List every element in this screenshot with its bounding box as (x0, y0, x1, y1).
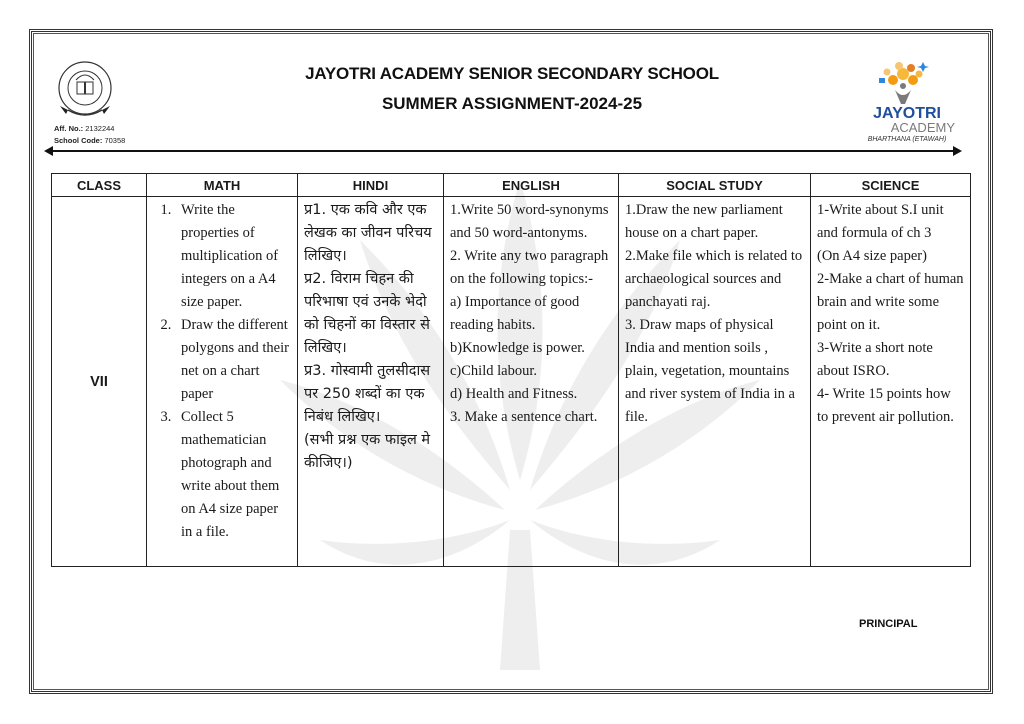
english-cell (444, 197, 619, 567)
header-science: SCIENCE (811, 174, 971, 197)
english-topic: a) Importance of good reading habits. (450, 294, 580, 333)
social-study-task: 3. Draw maps of physical India and mention soils , plain, vegetation, mountains and river system of India in a file. (625, 317, 795, 425)
class-cell: VII (52, 197, 147, 567)
school-location: BHARTHANA (ETAWAH) (867, 136, 947, 143)
aff-label: Aff. No.: (54, 124, 84, 133)
social-study-task: 1.Draw the new parliament house on a chart paper. (625, 202, 783, 241)
header-class: CLASS (52, 174, 147, 197)
table-header-row (52, 174, 971, 197)
assignment-title: SUMMER ASSIGNMENT-2024-25 (381, 94, 643, 113)
hindi-task: प्र2. विराम चिहन की परिभाषा एवं उनके भेदो को चिहनों का विस्तार से लिखिए। (304, 271, 430, 356)
header-math: MATH (147, 174, 298, 197)
school-name-heading: JAYOTRI ACADEMY SENIOR SECONDARY SCHOOL (305, 64, 719, 83)
english-task: 3. Make a sentence chart. (450, 409, 598, 425)
school-code-number: 70358 (104, 136, 126, 145)
math-cell (147, 197, 298, 567)
science-note: (On A4 size paper) (817, 248, 927, 264)
science-cell (811, 197, 971, 567)
school-code-label: School Code: (54, 136, 103, 145)
principal-signature-label: PRINCIPAL (859, 618, 918, 630)
hindi-task: प्र1. एक कवि और एक लेखक का जीवन परिचय लिखिए। (304, 202, 432, 264)
header-social-study: SOCIAL STUDY (619, 174, 811, 197)
logo-name-line1: JAYOTRI (873, 105, 941, 122)
arrow-left-icon (44, 146, 53, 156)
table-row (52, 197, 971, 567)
science-task: 2-Make a chart of human brain and write some point on it. (817, 271, 964, 333)
math-task: 2. Draw the different polygons and their net on a chart paper (175, 314, 291, 406)
english-topic: b)Knowledge is power. (450, 340, 585, 356)
arrow-right-icon (953, 146, 962, 156)
header-english: ENGLISH (444, 174, 619, 197)
hindi-task: प्र3. गोस्वामी तुलसीदास पर 250 शब्दों का एक निबंध लिखिए। (304, 363, 431, 425)
science-task: 3-Write a short note about ISRO. (817, 340, 933, 379)
assignment-table (51, 173, 971, 567)
hindi-note: (सभी प्रश्न एक फाइल मे कीजिए।) (304, 432, 431, 471)
aff-number: 2132244 (85, 124, 115, 133)
science-task: 1-Write about S.I unit and formula of ch 3 (817, 202, 944, 241)
jayotri-academy-logo-icon (855, 52, 965, 142)
english-task: 2. Write any two paragraph on the following topics:- (450, 248, 609, 287)
header-divider (48, 150, 958, 152)
science-task: 4- Write 15 points how to prevent air pollution. (817, 386, 954, 425)
math-task: 1. Write the properties of multiplication of integers on a A4 size paper. (175, 199, 291, 314)
english-task: 1.Write 50 word-synonyms and 50 word-antonyms. (450, 202, 609, 241)
english-topic: d) Health and Fitness. (450, 386, 578, 402)
social-study-cell (619, 197, 811, 567)
affiliation-info (54, 123, 125, 147)
hindi-cell (298, 197, 444, 567)
english-topic: c)Child labour. (450, 363, 537, 379)
logo-name-line2: ACADEMY (890, 120, 955, 135)
social-study-task: 2.Make file which is related to archaeological sources and panchayati raj. (625, 248, 803, 310)
header-hindi: HINDI (298, 174, 444, 197)
math-task: 3. Collect 5 mathematician photograph and write about them on A4 size paper in a file. (175, 406, 291, 544)
